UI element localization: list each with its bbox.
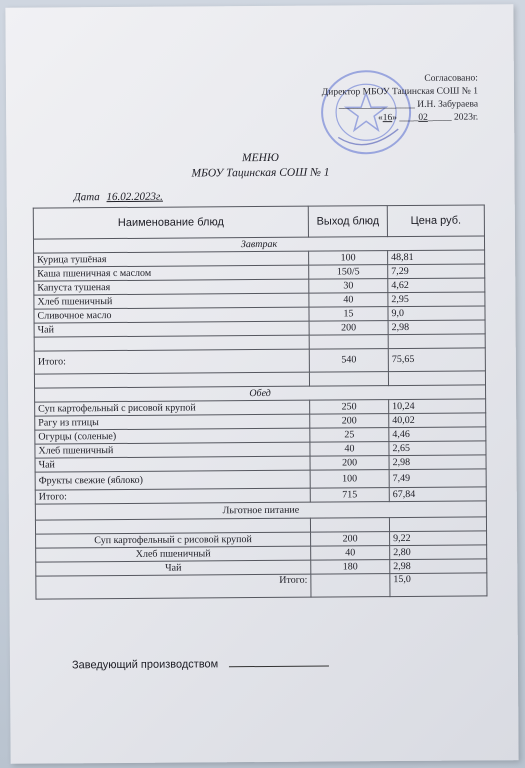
table-row: Суп картофельный с рисовой крупой 250 10,24 [35, 399, 486, 416]
table-row: Чай 200 2,98 [34, 320, 485, 337]
approval-signatory: ________________ И.Н. Забураева [338, 99, 479, 111]
date-value: 16.02.2023г. [106, 190, 163, 204]
table-row: Хлеб пшеничный 40 2,80 [36, 545, 487, 562]
table-row: Чай 200 2,98 [35, 455, 486, 472]
approval-label: Согласовано: [424, 73, 478, 84]
table-row: Фрукты свежие (яблоко) 100 7,49 [35, 469, 486, 490]
table-row: Курица тушёная 100 48,81 [34, 250, 485, 267]
menu-table [33, 204, 488, 599]
approval-block [268, 72, 478, 125]
signature-line [229, 656, 329, 668]
table-header-row [33, 205, 484, 239]
page-title [6, 149, 514, 183]
header-yield: Выход блюд [308, 206, 387, 238]
approval-director: Директор МБОУ Тацинская СОШ № 1 [321, 86, 478, 98]
table-row: Суп картофельный с рисовой крупой 200 9,22 [36, 531, 487, 548]
benefit-total-row: Итого: 15,0 [36, 573, 487, 599]
document-sheet [5, 4, 518, 764]
section-breakfast: Завтрак [33, 236, 484, 253]
approval-date: «16» ____02_____ 2023г. [377, 112, 479, 124]
table-row: Хлеб пшеничный 40 2,95 [34, 292, 485, 309]
title-line-1: МЕНЮ [241, 151, 279, 165]
date-label: Дата [73, 191, 100, 204]
production-manager-label: Заведующий производством [71, 658, 219, 672]
table-row: Каша пшеничная с маслом 150/5 7,29 [34, 264, 485, 281]
header-price: Цена руб. [387, 205, 484, 237]
table-row: Сливочное масло 15 9,0 [34, 306, 485, 323]
table-row: Капуста тушеная 30 4,62 [34, 278, 485, 295]
title-line-2: МБОУ Тацинская СОШ № 1 [191, 166, 330, 180]
table-row: Хлеб пшеничный 40 2,65 [35, 441, 486, 458]
menu-date [74, 191, 163, 204]
breakfast-total-row: Итого: 540 75,65 [34, 348, 485, 374]
lunch-total-row: Итого: 715 67,84 [35, 487, 486, 504]
header-dish: Наименование блюд [33, 206, 308, 239]
table-row: Чай 180 2,98 [36, 559, 487, 576]
table-row: Огурцы (соленые) 25 4,46 [35, 427, 486, 444]
footer-signature [72, 656, 329, 672]
section-benefit: Льготное питание [35, 501, 486, 520]
table-row: Рагу из птицы 200 40,02 [35, 413, 486, 430]
section-lunch: Обед [35, 385, 486, 402]
